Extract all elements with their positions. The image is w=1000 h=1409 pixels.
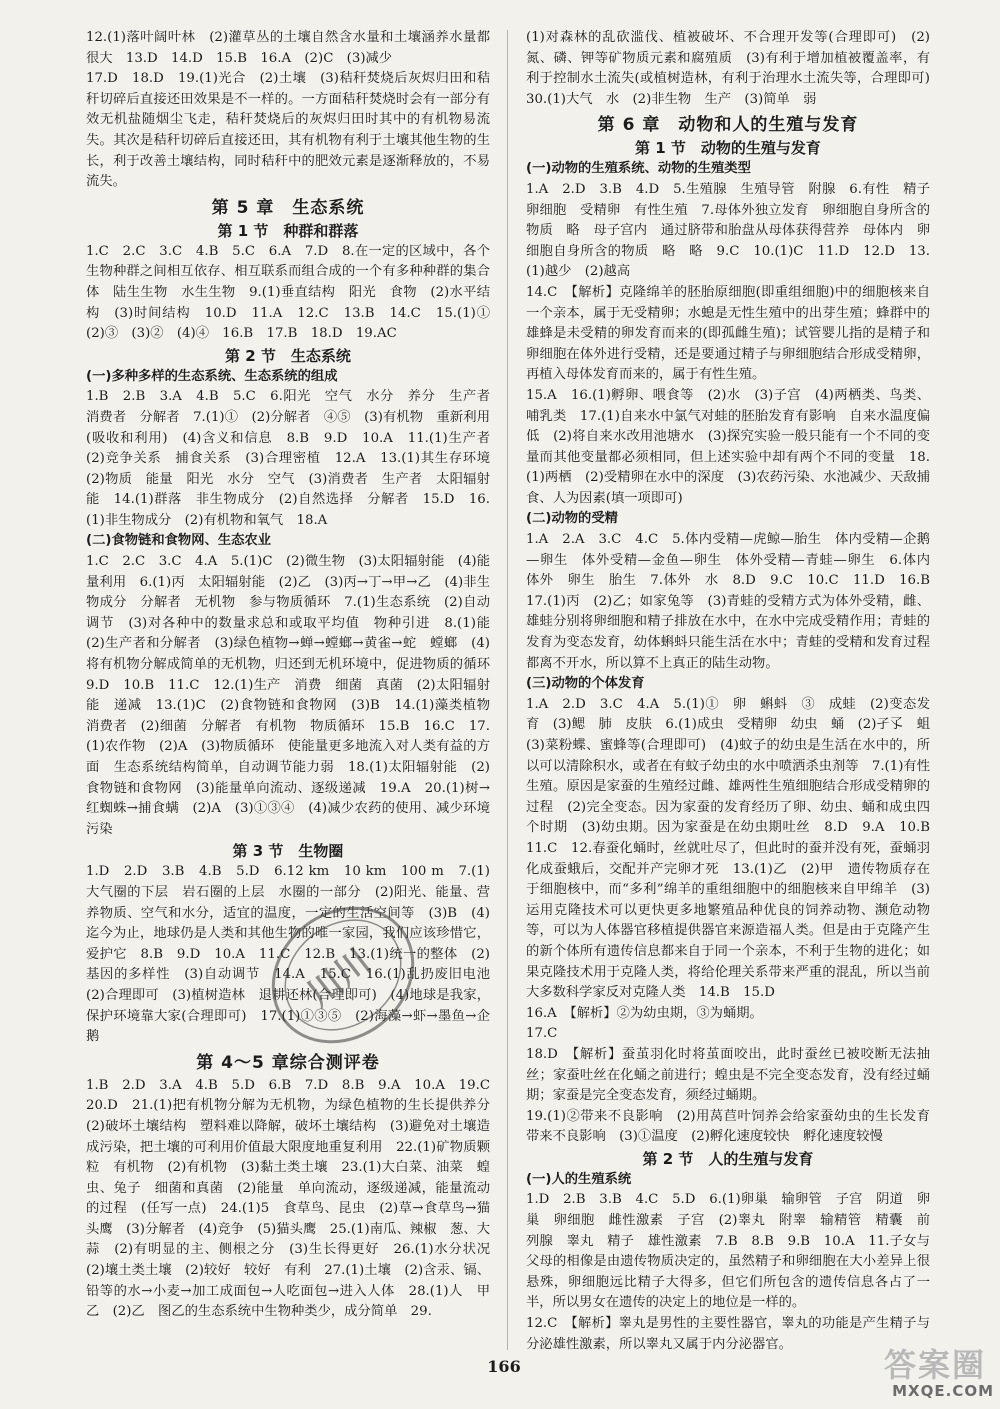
answer-paragraph: 14.C 【解析】克隆绵羊的胚胎原细胞(即重组细胞)中的细胞核来自一个亲本，属于无受精卵；水螅是无性生殖中的出芽生殖；蜂群中的雄蜂是未受精的卵发育而来的(即孤雌生殖)；试管婴儿指的是精子和卵细胞在体外进行受精，还是要通过精子与卵细胞结合形成受精卵，再植入母体发育而来的，属于有性生殖。 [526, 284, 930, 383]
answer-paragraph: 1.A 2.D 3.C 4.A 5.(1)① 卵 蝌蚪 ③ 成蛙 (2)变态发育 (3)鳃 肺 皮肤 6.(1)成虫 受精卵 幼虫 蛹 (2)孑孓 蛆 (3)菜粉蝶、蜜蜂等(合理即可) (4)蚊子的幼虫是生活在水中的，所以可以清除积水，或者在有蚊子幼虫的水中喷洒杀虫剂等 7.(1)有性生殖。原因是家蚕的生殖经过雌、雄两性生殖细胞结合形成受精卵的过程 (2)完全变态。因为家蚕的发育经历了卵、幼虫、蛹和成虫四个时期 (3)幼虫期。因为家蚕是在幼虫期吐丝 8.D 9.A 10.B 11.C 12.春蚕化蛹时，丝就吐尽了，但此时的蚕并没有死，蚕蛹羽化成蚕蛾后，交配并产完卵才死 13.(1)乙 (2)甲 遗传物质存在于细胞核中，而“多利”绵羊的重组细胞中的细胞核来自甲绵羊 (3)运用克隆技术可以更快更多地繁殖品种优良的饲养动物、濒危动物等，可以为人体器官移植提供器官来源造福人类。但是由于克隆产生的新个体所有遗传信息都来自于同一个亲本，不利于生物的进化；如果克隆技术用于克隆人类，将给伦理关系带来严重的混乱，所以当前大多数科学家反对克隆人类 14.B 15.D [526, 696, 944, 1001]
chapter-title: 第 6 章 动物和人的生殖与发育 [597, 115, 859, 136]
subsection-title: (一)多种多样的生态系统、生态系统的组成 [86, 368, 338, 384]
section-title: 第 1 节 种群和群落 [217, 221, 359, 240]
subsection-title: (一)人的生殖系统 [526, 1171, 632, 1187]
answer-paragraph: 1.C 2.C 3.C 4.A 5.(1)C (2)微生物 (3)太阳辐射能 (4)能量利用 6.(1)丙 太阳辐射能 (2)乙 (3)丙→丁→甲→乙 (4)非生物成分 分解者 无机物 参与物质循环 7.(1)生态系统 (2)自动调节 (3)对各种中的数量求总和或取平均值 物种引进 8.(1)能 (2)生产者和分解者 (3)绿色植物→蝉→螳螂→黄雀→蛇 螳螂 (4)将有机物分解成简单的无机物，归还到无机环境中，促进物质的循环 9.D 10.B 11.C 12.(1)生产 消费 细菌 真菌 (2)太阳辐射能 递减 13.(1)C (2)食物链和食物网 (3)B 14.(1)藻类植物 消费者 (2)细菌 分解者 有机物 物质循环 15.B 16.C 17.(1)农作物 (2)A (3)物质循环 使能量更多地流入对人类有益的方面 生态系统结构简单，自动调节能力弱 18.(1)太阳辐射能 (2)食物链和食物网 (3)能量单向流动、逐级递减 19.A 20.(1)树→红蜘蛛→捕食螨 (2)A (3)①③④ (4)减少农药的使用、减少环境污染 [86, 554, 504, 837]
subsection-title: (三)动物的个体发育 [526, 676, 645, 692]
subsection-title: (一)动物的生殖系统、动物的生殖类型 [526, 161, 751, 177]
answer-paragraph: 1.B 2.D 3.A 4.B 5.D 6.B 7.D 8.B 9.A 10.A 19.C 20.D 21.(1)把有机物分解为无机物，为绿色植物的生长提供养分 (2)破坏土壤结构 塑料难以降解，破坏土壤结构 (3)避免对土壤造成污染，把土壤的可利用价值最大限度地重复利用 22.(1)矿物质颗粒 有机物 (2)有机物 (3)黏土类土壤 23.(1)大白菜、油菜 蝗虫、兔子 细菌和真菌 (2)能量 单向流动，逐级递减，能量流动的过程 (任写一点) 24.(1)5 食草鸟、昆虫 (2)草→食草鸟→猫头鹰 (3)分解者 (4)竞争 (5)猫头鹰 25.(1)南瓜、辣椒 葱、大蒜 (2)有明显的主、侧根之分 (3)生长得更好 26.(1)水分状况 (2)壤土类土壤 (2)较好 较好 有利 27.(1)土壤 (2)含汞、镉、铅等的水→小麦→加工成面包→人吃面包→进入人体 28.(1)人 甲 乙 (2)乙 图乙的生态系统中生物种类少，成分简单 29. [86, 1077, 504, 1320]
answer-paragraph: 12.C 【解析】睾丸是男性的主要性器官，睾丸的功能是产生精子与分泌雄性激素，所以睾丸又属于内分泌器官。 [526, 1316, 930, 1352]
answer-paragraph: 16.A 【解析】②为幼虫期，③为蛹期。 [526, 1005, 763, 1021]
section-title: 第 2 节 生态系统 [225, 346, 351, 365]
answer-paragraph: (1)对森林的乱砍滥伐、植被破坏、不合理开发等(合理即可) (2)氮、磷、钾等矿物质元素和腐殖质 (3)有利于增加植被覆盖率，有利于控制水土流失(或植树造林，有利于治理水土流失等，合理即可) 30.(1)大气 水 (2)非生物 生产 (3)简单 弱 [526, 30, 944, 107]
answer-paragraph: 17.D 18.D 19.(1)光合 (2)土壤 (3)秸秆焚烧后灰烬归田和秸秆切碎后直接还田效果是不一样的。一方面秸秆焚烧时会有一部分有效无机盐随烟尘飞走，秸秆焚烧后的灰烬归田时其中的有机物易流失。其次是秸秆切碎后直接还田，其有机物有利于土壤其他生物的生长，利于改善土壤结构，同时秸秆中的肥效元素是逐渐释放的，不易流失。 [86, 71, 490, 190]
section-title: 第 1 节 动物的生殖与发育 [635, 139, 821, 158]
subsection-title: (二)食物链和食物网、生态农业 [86, 533, 272, 549]
subsection-title: (二)动物的受精 [526, 511, 618, 527]
right-column [526, 28, 944, 1355]
section-title: 第 2 节 人的生殖与发育 [642, 1149, 814, 1168]
answer-paragraph: 12.(1)落叶阔叶林 (2)灌草丛的土壤自然含水量和土壤涵养水量都很大 13.D 14.D 15.B 16.A (2)C (3)减少 [86, 30, 490, 66]
chapter-title: 第 5 章 生态系统 [211, 197, 365, 218]
site-watermark [786, 1338, 994, 1404]
watermark-logo: 答案圈 [883, 1346, 986, 1384]
answer-paragraph: 1.A 2.A 3.C 4.C 5.体内受精—虎鲸—胎生 体内受精—企鹅—卵生 体外受精—金鱼—卵生 体外受精—青蛙—卵生 6.体内 体外 卵生 胎生 7.体外 水 8.D 9.C 10.C 11.D 16.B 17.(1)丙 (2)乙；如家兔等 (3)青蛙的受精方式为体外受精，雌、雄蛙分别将卵细胞和精子排放在水中，在水中完成受精作用；青蛙的发育为变态发育，幼体蝌蚪只能生活在水中；青蛙的受精和发育过程都离不开水，所以算不上真正的陆生动物。 [526, 532, 944, 671]
stamp-seal [258, 890, 428, 1060]
section-title: 第 3 节 生物圈 [232, 842, 344, 861]
left-column [86, 28, 504, 1323]
chapter-title: 第 4～5 章综合测评卷 [196, 1052, 380, 1073]
answer-paragraph: 19.(1)②带来不良影响 (2)用莴苣叶饲养会给家蚕幼虫的生长发育带来不良影响 (3)①温度 (2)孵化速度较快 孵化速度较慢 [526, 1108, 930, 1145]
column-divider [507, 30, 508, 1350]
answer-paragraph: 1.C 2.C 3.C 4.B 5.C 6.A 7.D 8.在一定的区域中，各个生物种群之间相互依存、相互联系而组合成的一个有多种种群的集合体 陆生生物 水生生物 9.(1)垂直结构 阳光 食物 (2)水平结构 (3)时间结构 10.D 11.A 12.C 13.B 14.C 15.(1)① (2)③ (3)② (4)④ 16.B 17.B 18.D 19.AC [86, 243, 504, 342]
answer-paragraph: 1.D 2.D 3.B 4.B 5.D 6.12 km 10 km 100 m 7.(1)大气圈的下层 岩石圈的上层 水圈的一部分 (2)阳光、能量、营养物质、空气和水分，适宜的温度，一定的生活空间等 (3)B (4)迄今为止，地球仍是人类和其他生物的唯一家园，我们应该珍惜它，爱护它 8.B 9.D 10.A 11.C 12.B 13.(1)统一的整体 (2)基因的多样性 (3)自动调节 14.A 15.C 16.(1)乱扔废旧电池 (2)合理即可 (3)植树造林 退耕还林(合理即可) (4)地球是我家，保护环境靠大家(合理即可) 17.(1)①③⑤ (2)海藻→虾→墨鱼→企鹅 [86, 864, 504, 1045]
answer-paragraph: 1.A 2.D 3.B 4.D 5.生殖腺 生殖导管 附腺 6.有性 精子 卵细胞 受精卵 有性生殖 7.母体外独立发育 卵细胞自身所含的物质 略 母子宫内 通过脐带和胎盘从母体获得营养 母体内 卵细胞自身所含的物质 略 略 9.C 10.(1)C 11.D 12.D 13.(1)越少 (2)越高 [526, 181, 944, 280]
answer-paragraph: 15.A 16.(1)孵卵、喂食等 (2)水 (3)子宫 (4)两栖类、鸟类、哺乳类 17.(1)自来水中氯气对蛙的胚胎发育有影响 自来水温度偏低 (2)将自来水改用池塘水 (3)探究实验一般只能有一个不同的变量而其他变量都必须相同，但上述实验中却有两个不同的变量 18.(1)两栖 (2)受精卵在水中的深度 (3)农药污染、水池减少、天敌捕食、人为因素(填一项即可) [526, 387, 930, 506]
answer-paragraph: 1.D 2.B 3.B 4.C 5.D 6.(1)卵巢 输卵管 子宫 阴道 卵巢 卵细胞 雌性激素 子宫 (2)睾丸 附睾 输精管 精囊 前列腺 睾丸 精子 雄性激素 7.B 8.B 9.B 10.A 11.子女与父母的相像是由遗传物质决定的，虽然精子和卵细胞在大小差异上很悬殊，卵细胞远比精子大得多，但它们所包含的遗传信息各占了一半，所以男女在遗传的决定上的地位是一样的。 [526, 1192, 930, 1311]
answer-paragraph: 17.C [526, 1026, 558, 1042]
answer-paragraph: 1.B 2.B 3.A 4.B 5.C 6.阳光 空气 水分 养分 生产者 消费者 分解者 7.(1)① (2)分解者 ④⑤ (3)有机物 重新利用(吸收和利用) (4)含义和信息 8.B 9.D 10.A 11.(1)生产者 (2)竞争关系 捕食关系 (3)合理密植 12.A 13.(1)其生存环境 (2)物质 能量 阳光 水分 空气 (3)消费者 生产者 太阳辐射能 14.(1)群落 非生物成分 (2)自然选择 分解者 15.D 16.(1)非生物成分 (2)有机物和氧气 18.A [86, 389, 504, 528]
stamp-text: 川川 [299, 941, 379, 1015]
answer-paragraph: 18.D 【解析】蚕茧羽化时将茧面咬出，此时蚕丝已被咬断无法抽丝；家蚕吐丝在化蛹之前进行；蝗虫是不完全变态发育，没有经过蛹期；家蚕是完全变态发育，须经过蛹期。 [526, 1046, 930, 1104]
page-number: 166 [487, 1357, 521, 1376]
watermark-url: MXQE.COM [892, 1382, 994, 1400]
